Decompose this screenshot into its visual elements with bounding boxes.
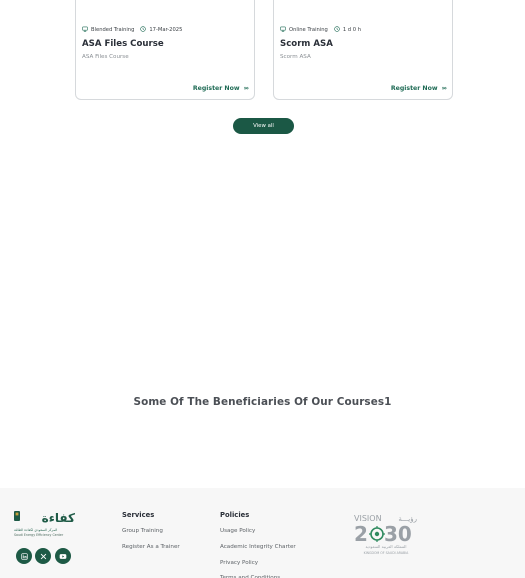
course-title[interactable]: Scorm ASA [280, 39, 333, 49]
seec-logo[interactable] [14, 509, 76, 541]
double-chevron-right-icon: ››› [441, 85, 446, 92]
svg-text:KINGDOM OF SAUDI ARABIA: KINGDOM OF SAUDI ARABIA [363, 551, 409, 555]
beneficiaries-heading: Some Of The Beneficiaries Of Our Courses1 [133, 396, 392, 408]
logo-arabic-subtitle: المركز السعودي لكفاءة الطاقة [14, 528, 58, 532]
course-card[interactable] [273, 0, 453, 100]
terms-link[interactable]: Terms and Conditions [220, 575, 281, 578]
linkedin-icon[interactable] [16, 548, 32, 564]
palm-emblem-icon [369, 526, 385, 542]
view-all-button[interactable]: View all [233, 118, 294, 134]
course-card[interactable] [75, 0, 255, 100]
youtube-icon[interactable] [55, 548, 71, 564]
academic-integrity-link[interactable]: Academic Integrity Charter [220, 544, 296, 550]
register-now-link[interactable] [391, 85, 446, 92]
vision-2030-logo [353, 512, 419, 556]
svg-text:رؤيـــة: رؤيـــة [398, 515, 417, 523]
course-type: Blended Training [91, 27, 135, 33]
register-now-label: Register Now [192, 85, 240, 92]
x-icon[interactable] [35, 548, 51, 564]
course-duration: 1 d 0 h [342, 27, 361, 33]
monitor-icon [82, 26, 88, 34]
course-subtitle: ASA Files Course [82, 54, 129, 60]
clock-icon [334, 26, 340, 34]
double-chevron-right-icon: ››› [243, 85, 248, 92]
logo-english-subtitle: Saudi Energy Efficiency Center [14, 533, 64, 537]
course-meta [280, 26, 361, 34]
services-heading: Services [122, 511, 155, 519]
svg-text:كفاءة: كفاءة [41, 511, 75, 525]
course-meta [82, 26, 182, 34]
course-title[interactable]: ASA Files Course [82, 39, 164, 49]
course-type: Online Training [289, 27, 328, 33]
group-training-link[interactable]: Group Training [122, 528, 163, 534]
usage-policy-link[interactable]: Usage Policy [220, 528, 256, 534]
svg-text:2: 2 [354, 522, 368, 546]
register-now-link[interactable] [193, 85, 248, 92]
svg-text:30: 30 [384, 522, 412, 546]
register-as-trainer-link[interactable]: Register As a Trainer [122, 544, 180, 550]
course-date: 17-Mar-2025 [149, 27, 183, 33]
course-subtitle: Scorm ASA [280, 54, 311, 60]
privacy-policy-link[interactable]: Privacy Policy [220, 560, 259, 566]
clock-icon [140, 26, 146, 34]
svg-text:المملكة العربية السعودية: المملكة العربية السعودية [365, 544, 407, 549]
monitor-icon [280, 26, 286, 34]
policies-heading: Policies [220, 511, 250, 519]
svg-text:VISION: VISION [354, 514, 382, 523]
logo-mark [14, 509, 76, 527]
register-now-label: Register Now [390, 85, 438, 92]
footer [0, 488, 525, 578]
